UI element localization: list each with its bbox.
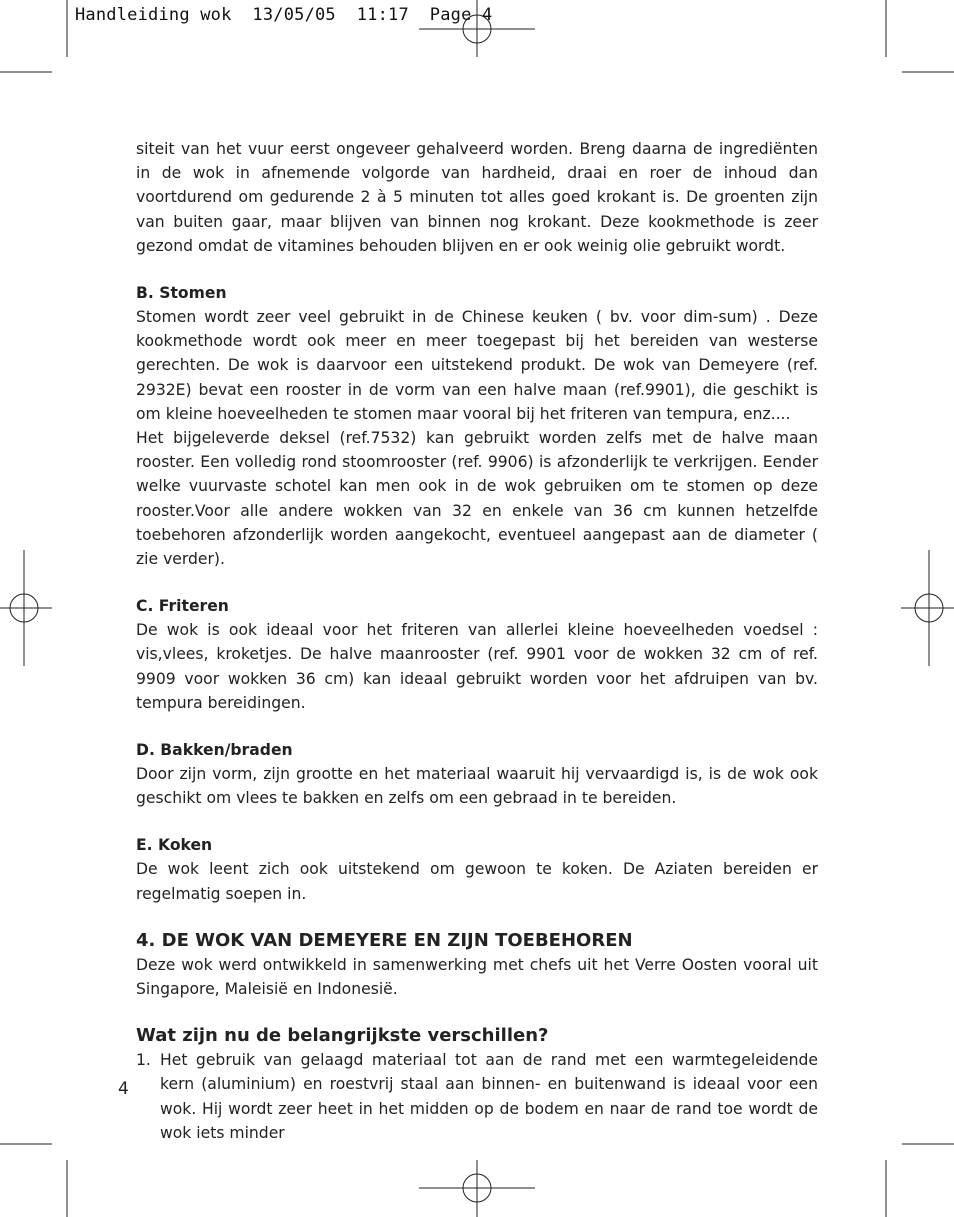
section-heading: E. Koken	[136, 836, 213, 855]
section-paragraph: Door zijn vorm, zijn grootte en het materiaal waaruit hij vervaardigd is, is de wok ook geschikt om vlees te bakken en zelfs om een gebraad in te bereiden.	[136, 765, 818, 808]
section-heading: D. Bakken/braden	[136, 741, 293, 760]
chapter-paragraph: Deze wok werd ontwikkeld in samenwerking met chefs uit het Verre Oosten vooral uit Singapore, Maleisië en Indonesië.	[136, 955, 818, 999]
section-stomen	[136, 281, 818, 571]
section-paragraph: Het bijgeleverde deksel (ref.7532) kan gebruikt worden zelfs met de halve maan rooster. Een volledig rond stoomrooster (ref. 9906) is afzonderlijk te verkrijgen. Eender welke vuurvaste schotel kan men ook in de wok gebruiken om te stomen op deze rooster.Voor alle andere wokken van 32 en enkele van 36 cm kunnen hetzelfde toebehoren afzonderlijk worden aangekocht, eventueel aangepast aan de diameter ( zie verder).	[136, 429, 818, 569]
section-paragraph: De wok is ook ideaal voor het friteren van allerlei kleine hoeveelheden voedsel : vis,vlees, kroketjes. De halve maanrooster (ref. 9901 voor de wokken 32 cm of ref. 9909 voor wokken 36 cm) kan ideaal gebruikt worden voor het afdruipen van bv. tempura bereidingen.	[136, 621, 818, 712]
section-koken	[136, 833, 818, 905]
section-paragraph: De wok leent zich ook uitstekend om gewoon te koken. De Aziaten bereiden er regelmatig soepen in.	[136, 860, 818, 903]
list-item-number: 1.	[136, 1051, 151, 1070]
intro-paragraph: siteit van het vuur eerst ongeveer gehalveerd worden. Breng daarna de ingrediënten in de wok in afnemende volgorde van hardheid, draai en roer de inhoud dan voortdurend om gedurende 2 à 5 minuten tot alles goed krokant is. De groenten zijn van buiten gaar, maar blijven van binnen nog krokant. Deze kookmethode is zeer gezond omdat de vitamines behouden blijven en er ook weinig olie gebruikt wordt.	[136, 140, 818, 255]
section-heading: C. Friteren	[136, 597, 229, 616]
chapter-heading: 4. DE WOK VAN DEMEYERE EN ZIJN TOEBEHOREN	[136, 929, 633, 951]
list-item-text: Het gebruik van gelaagd materiaal tot aan de rand met een warmtegeleidende kern (aluminium) en roestvrij staal aan binnen- en buitenwand is ideaal voor een wok. Hij wordt zeer heet in het midden op de bodem en naar de rand toe wordt de wok iets minder	[160, 1051, 818, 1142]
page-number: 4	[118, 1079, 129, 1099]
differences-section	[136, 1023, 818, 1145]
printer-slug: Handleiding wok 13/05/05 11:17 Page 4	[75, 5, 493, 25]
chapter-4	[136, 928, 818, 1001]
section-paragraph: Stomen wordt zeer veel gebruikt in de Chinese keuken ( bv. voor dim-sum) . Deze kookmethode wordt ook meer en meer toegepast bij het bereiden van westerse gerechten. De wok is daarvoor een uitstekend produkt. De wok van Demeyere (ref. 2932E) bevat een rooster in de vorm van een halve maan (ref.9901), die geschikt is om kleine hoeveelheden te stomen maar vooral bij het friteren van tempura, enz....	[136, 308, 818, 423]
section-friteren	[136, 594, 818, 715]
differences-heading: Wat zijn nu de belangrijkste verschillen?	[136, 1025, 549, 1047]
section-heading: B. Stomen	[136, 284, 227, 303]
page-body	[136, 137, 818, 1145]
section-bakken-braden	[136, 738, 818, 810]
list-item	[136, 1048, 818, 1145]
